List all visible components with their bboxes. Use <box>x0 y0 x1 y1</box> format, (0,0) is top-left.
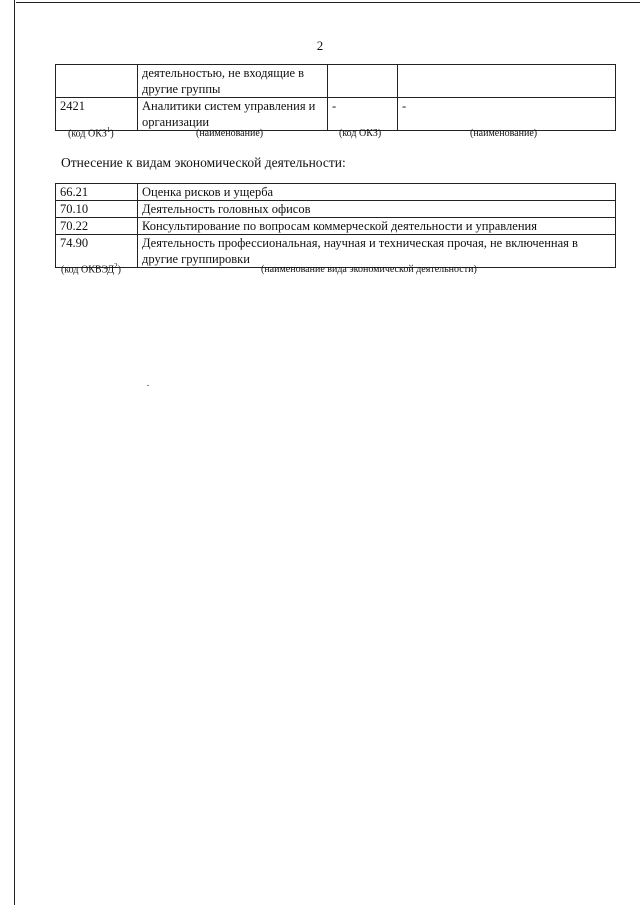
okz-name2-cell <box>398 65 616 98</box>
okved-code-cell: 70.10 <box>56 201 138 218</box>
okz-code2-cell <box>328 65 398 98</box>
okz-name2-caption: (наименование) <box>470 128 538 139</box>
okz-name-cell: деятельностью, не входящие в другие группы <box>138 65 328 98</box>
caption-close: ) <box>117 264 121 276</box>
okved-code-cell: 66.21 <box>56 184 138 201</box>
okved-name-cell: Деятельность головных офисов <box>138 201 616 218</box>
table-row <box>56 65 616 98</box>
page-number: 2 <box>316 38 324 53</box>
okz-code-caption <box>68 126 114 139</box>
table-row <box>56 218 616 235</box>
okved-name-cell: Деятельность профессиональная, научная и техническая прочая, не включенная в другие группировки <box>138 235 616 268</box>
okved-code-cell: 74.90 <box>56 235 138 268</box>
okz-name2-cell: - <box>398 98 616 131</box>
left-border-line <box>14 0 15 905</box>
okved-name-caption: (наименование вида экономической деятельности) <box>261 264 477 275</box>
okz-code-cell <box>56 65 138 98</box>
okz-code-caption-text: (код ОКЗ <box>68 128 107 140</box>
table-row <box>56 98 616 131</box>
okved-name-cell: Консультирование по вопросам коммерческой деятельности и управления <box>138 218 616 235</box>
table-row <box>56 184 616 201</box>
okved-name-cell: Оценка рисков и ущерба <box>138 184 616 201</box>
okz-name-caption: (наименование) <box>196 128 264 139</box>
table-row <box>56 201 616 218</box>
footnote-marker: 1 <box>106 126 111 134</box>
okved-code-caption-text: (код ОКВЭД <box>61 264 115 276</box>
okved-table <box>55 183 616 268</box>
okz-code2-caption: (код ОКЗ) <box>339 128 382 139</box>
okved-code-cell: 70.22 <box>56 218 138 235</box>
okz-table <box>55 64 616 131</box>
section-heading: Отнесение к видам экономической деятельности: <box>61 155 346 170</box>
table-row <box>56 235 616 268</box>
okz-name-cell: Аналитики систем управления и организации <box>138 98 328 131</box>
scan-speck <box>147 385 149 386</box>
okz-code-cell: 2421 <box>56 98 138 131</box>
caption-close: ) <box>110 128 114 140</box>
top-border-line <box>16 2 640 3</box>
okved-code-caption <box>61 262 121 275</box>
okz-code2-cell: - <box>328 98 398 131</box>
footnote-marker: 2 <box>114 262 118 270</box>
